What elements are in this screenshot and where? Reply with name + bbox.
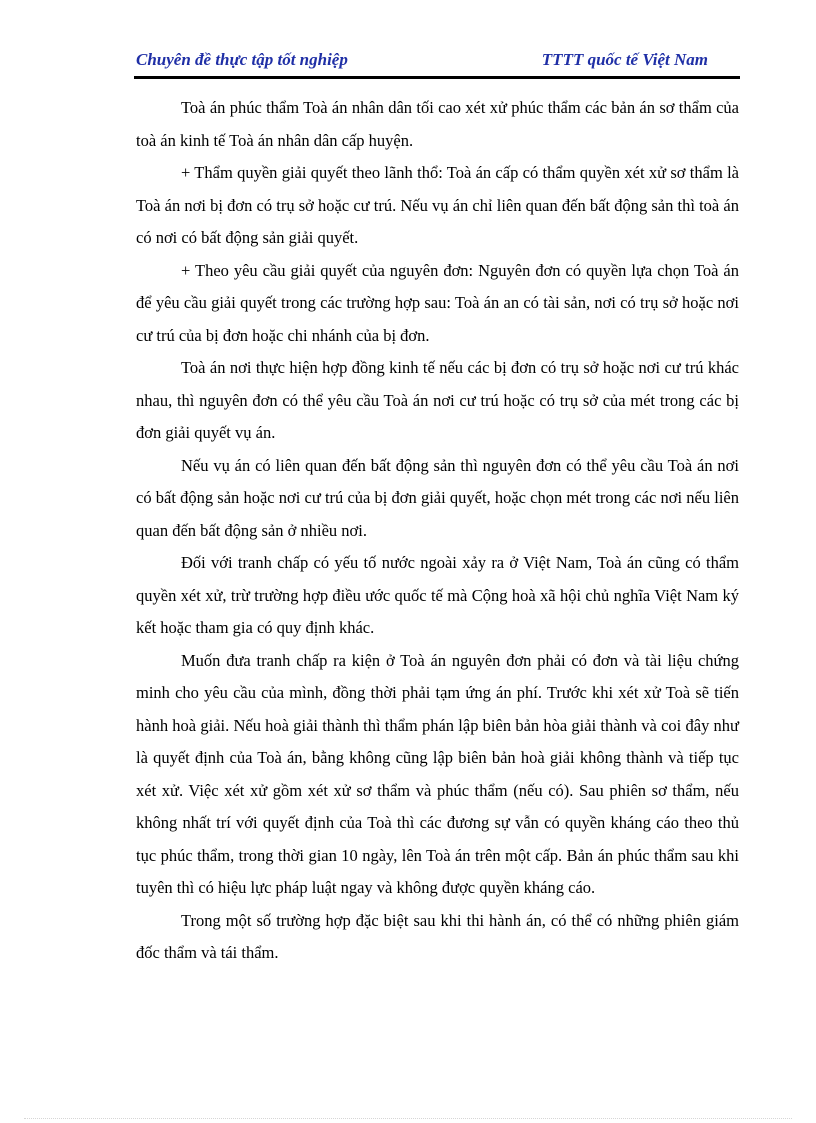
document-title: Chuyên đề thực tập tốt nghiệp: [136, 50, 348, 69]
organization-name: TTTT quốc tế Việt Nam: [541, 50, 708, 69]
paragraph-4: Toà án nơi thực hiện hợp đồng kinh tế nếu các bị đơn có trụ sở hoặc nơi cư trú khác nhau, thì nguyên đơn có thể yêu cầu Toà án nơi cư trú hoặc có trụ sở của mét trong các bị đơn giải quyết vụ án.: [136, 358, 739, 442]
paragraph-5: Nếu vụ án có liên quan đến bất động sản thì nguyên đơn có thể yêu cầu Toà án nơi có bất động sản hoặc nơi cư trú của bị đơn giải quyết, hoặc chọn mét trong các nơi nếu liên quan đến bất động sản ở nhiều nơi.: [136, 455, 739, 540]
document-body: [136, 92, 739, 970]
paragraph-2: + Thẩm quyền giải quyết theo lãnh thổ: Toà án cấp có thẩm quyền xét xử sơ thẩm là Toà án nơi bị đơn có trụ sở hoặc cư trú. Nếu vụ án chỉ liên quan đến bất động sản thì toà án có nơi có bất động sản giải quyết.: [136, 163, 739, 247]
page-header: [134, 46, 740, 79]
paragraph-8: Trong một số trường hợp đặc biệt sau khi thi hành án, có thể có những phiên giám đốc thẩm và tái thẩm.: [136, 910, 739, 962]
paragraph-3: + Theo yêu cầu giải quyết của nguyên đơn: Nguyên đơn có quyền lựa chọn Toà án để yêu cầu giải quyết trong các trường hợp sau: Toà án an có tài sản, nơi có trụ sở hoặc nơi cư trú của bị đơn hoặc chi nhánh của bị đơn.: [136, 260, 739, 345]
page-bottom-divider: [24, 1118, 792, 1119]
paragraph-7: Muốn đưa tranh chấp ra kiện ở Toà án nguyên đơn phải có đơn và tài liệu chứng minh cho yêu cầu của mình, đồng thời phải tạm ứng án phí. Trước khi xét xử Toà sẽ tiến hành hoà giải. Nếu hoà giải thành thì thẩm phán lập biên bản hòa giải thành và coi đây như là quyết định của Toà án, bằng không cũng lập biên bản hoà giải không thành và tiếp tục xét xử. Việc xét xử gồm xét xử sơ thẩm và phúc thẩm (nếu có). Sau phiên sơ thẩm, nếu không nhất trí với quyết định của Toà thì các đương sự vẫn có quyền kháng cáo theo thủ tục phúc thẩm, trong thời gian 10 ngày, lên Toà án trên một cấp. Bản án phúc thẩm sau khi tuyên thì có hiệu lực pháp luật ngay và không được quyền kháng cáo.: [136, 650, 739, 897]
paragraph-1: Toà án phúc thẩm Toà án nhân dân tối cao xét xử phúc thẩm các bản án sơ thẩm của toà án kinh tế Toà án nhân dân cấp huyện.: [136, 98, 739, 150]
paragraph-6: Đối với tranh chấp có yếu tố nước ngoài xảy ra ở Việt Nam, Toà án cũng có thẩm quyền xét xử, trừ trường hợp điều ước quốc tế mà Cộng hoà xã hội chủ nghĩa Việt Nam ký kết hoặc tham gia có quy định khác.: [136, 553, 739, 637]
